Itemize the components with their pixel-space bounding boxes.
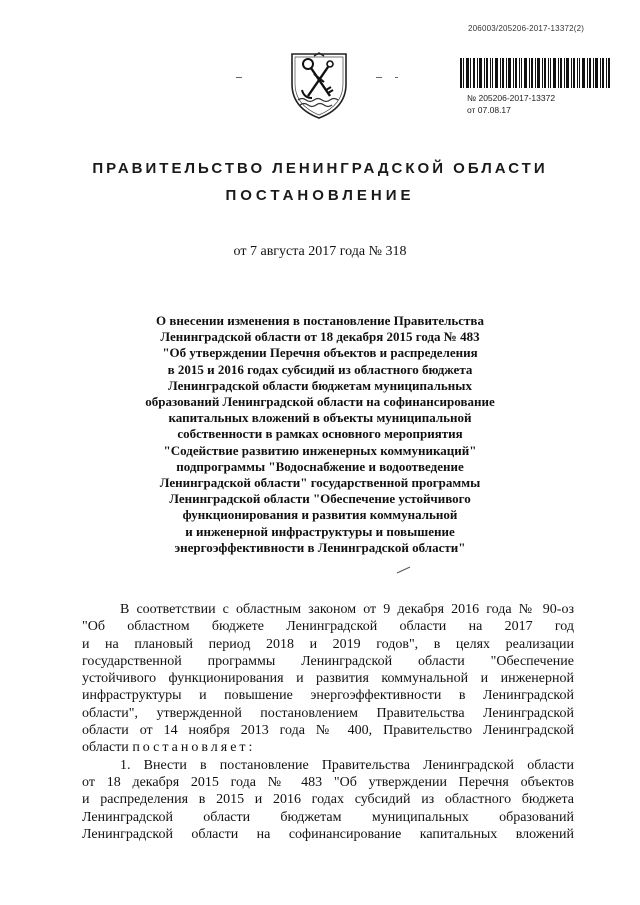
government-name: ПРАВИТЕЛЬСТВО ЛЕНИНГРАДСКОЙ ОБЛАСТИ: [92, 160, 548, 177]
title-line: образований Ленинградской области на софинансирование: [145, 394, 495, 410]
pen-mark: [396, 566, 412, 574]
body-line: Ленинградской области на софинансирование капитальных вложений: [82, 826, 574, 842]
body-line: области", утвержденной постановлением Правительства Ленинградской: [82, 705, 574, 721]
body-text: области: [82, 740, 129, 756]
body-line: государственной программы Ленинградской области "Обеспечение: [82, 653, 574, 669]
registration-date: от 07.08.17: [467, 105, 511, 115]
body-line: устойчивого функционирования и развития коммунальной и инженерной: [82, 671, 574, 687]
title-line: и инженерной инфраструктуры и повышение: [185, 523, 455, 539]
body-line: "Об областном бюджете Ленинградской области на 2017 год: [82, 619, 574, 635]
document-title: [96, 313, 544, 556]
title-line: Ленинградской области от 18 декабря 2015 года № 483: [160, 329, 480, 345]
decorative-dash: [376, 77, 382, 78]
body-line: 1. Внести в постановление Правительства Ленинградской области: [120, 757, 574, 773]
title-line: Ленинградской области "Обеспечение устойчивого: [169, 491, 471, 507]
title-line: подпрограммы "Водоснабжение и водоотведение: [176, 458, 464, 474]
title-line: функционирования и развития коммунальной: [182, 507, 458, 523]
title-line: капитальных вложений в объекты муниципальной: [168, 410, 472, 426]
decorative-dash: [236, 77, 242, 78]
title-line: энергоэффективности в Ленинградской области": [174, 539, 466, 555]
body-line: от 18 декабря 2015 года № 483 "Об утверждении Перечня объектов: [82, 774, 574, 790]
registration-info: [467, 92, 555, 116]
body-line: области от 14 ноября 2013 года № 400, Правительство Ленинградской: [82, 723, 574, 739]
barcode: [460, 58, 610, 88]
title-line: О внесении изменения в постановление Правительства: [156, 313, 484, 328]
body-line: и распределения в 2015 и 2016 годах субсидий из областного бюджета: [82, 792, 574, 808]
resolution-word: постановляет:: [132, 740, 256, 756]
document-type: ПОСТАНОВЛЕНИЕ: [225, 187, 415, 204]
decorative-dash: [395, 77, 398, 78]
coat-of-arms-icon: [270, 50, 368, 120]
registration-number: № 205206-2017-13372: [467, 93, 556, 103]
title-line: "Об утверждении Перечня объектов и распределения: [162, 345, 478, 361]
title-line: Ленинградской области" государственной программы: [159, 475, 481, 491]
title-line: Ленинградской области бюджетам муниципальных: [168, 377, 472, 393]
body-line: В соответствии с областным законом от 9 декабря 2016 года № 90-оз: [120, 602, 574, 617]
registration-code: 206003/205206-2017-13372(2): [468, 24, 585, 33]
title-line: "Содействие развитию инженерных коммуникаций": [163, 442, 477, 458]
title-line: собственности в рамках основного мероприятия: [177, 426, 463, 442]
title-line: в 2015 и 2016 годах субсидий из областного бюджета: [167, 361, 473, 377]
document-date-number: от 7 августа 2017 года № 318: [233, 244, 407, 259]
body-line: [82, 739, 574, 756]
body-line: и на плановый период 2018 и 2019 годов", в целях реализации: [82, 636, 574, 652]
document-body: [82, 601, 574, 843]
body-line: Ленинградской области бюджетам муниципальных образований: [82, 809, 574, 825]
body-line: инфраструктуры и повышение энергоэффективности в Ленинградской: [82, 688, 574, 704]
